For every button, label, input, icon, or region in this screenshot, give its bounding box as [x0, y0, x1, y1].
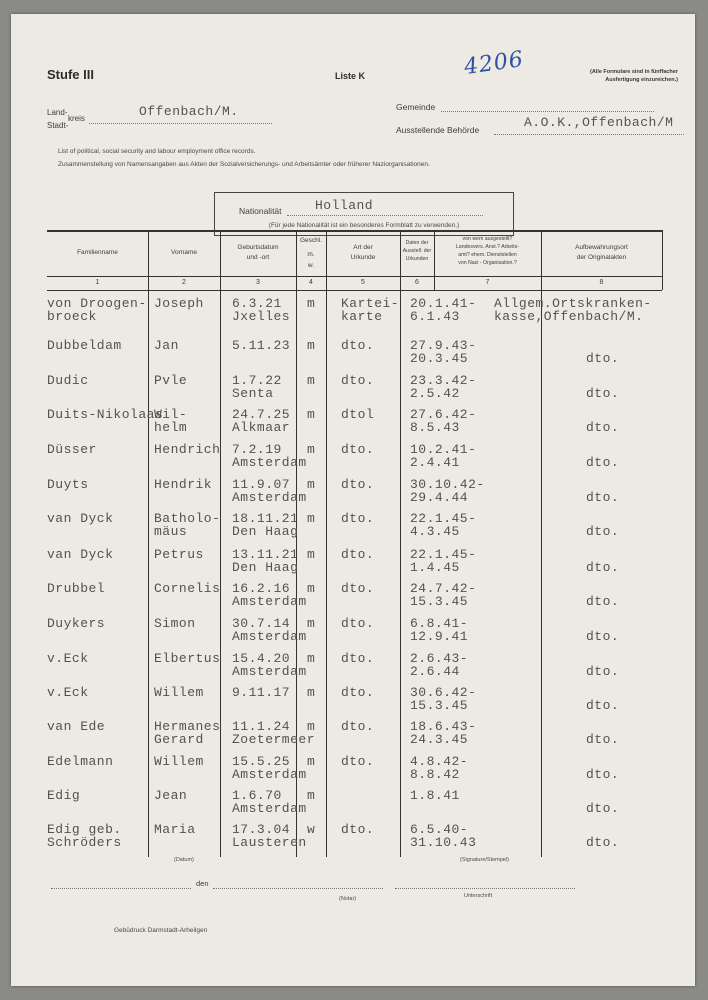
row-11-birth: 15.4.20 — [232, 651, 291, 666]
row-9-first: Cornelis — [154, 581, 221, 596]
row-14-date1: 4.8.42- — [410, 754, 469, 769]
row-16-date1: 6.5.40- — [410, 822, 469, 837]
row-12-first: Willem — [154, 685, 204, 700]
row-4-loc: dto. — [586, 420, 620, 435]
row-12-date2: 15.3.45 — [410, 698, 469, 713]
row-9-doc: dto. — [341, 581, 375, 596]
row-5-birth: 7.2.19 — [232, 442, 282, 457]
row-9-sex: m — [307, 581, 316, 596]
col-header-issuer-l4: von Nazi - Organisation.? — [458, 260, 517, 266]
nationality-value: Holland — [315, 198, 374, 213]
row-10-date2: 12.9.41 — [410, 629, 469, 644]
date-caption: (Datum) — [174, 857, 194, 863]
behoerde-value: A.O.K.,Offenbach/M — [524, 115, 674, 130]
row-4-date2: 8.5.43 — [410, 420, 460, 435]
col-header-firstname: Vorname — [170, 249, 198, 256]
row-1-issuer2: kasse,Offenbach/M. — [494, 309, 644, 324]
row-7-place: Den Haag — [232, 524, 299, 539]
row-7-loc: dto. — [586, 524, 620, 539]
row-16-surname2: Schröders — [47, 835, 122, 850]
row-5-doc: dto. — [341, 442, 375, 457]
row-7-birth: 18.11.21 — [232, 511, 299, 526]
col-num-7: 7 — [485, 279, 490, 286]
handwritten-number: 4206 — [462, 46, 526, 81]
row-1-first: Joseph — [154, 296, 204, 311]
row-8-doc: dto. — [341, 547, 375, 562]
row-1-date2: 6.1.43 — [410, 309, 460, 324]
row-14-sex: m — [307, 754, 316, 769]
col-num-5: 5 — [361, 279, 365, 286]
row-14-loc: dto. — [586, 767, 620, 782]
row-16-sex: w — [307, 822, 316, 837]
kreis-label: kreis — [68, 114, 85, 123]
row-15-surname: Edig — [47, 788, 81, 803]
row-9-birth: 16.2.16 — [232, 581, 291, 596]
list-title: Liste K — [335, 71, 366, 81]
row-10-doc: dto. — [341, 616, 375, 631]
row-6-sex: m — [307, 477, 316, 492]
row-3-loc: dto. — [586, 386, 620, 401]
row-15-date1: 1.8.41 — [410, 788, 460, 803]
row-15-birth: 1.6.70 — [232, 788, 282, 803]
row-12-loc: dto. — [586, 698, 620, 713]
row-16-date2: 31.10.43 — [410, 835, 477, 850]
signature-caption: (Signature/Stempel) — [460, 857, 509, 863]
row-6-surname: Duyts — [47, 477, 89, 492]
row-6-place: Amsterdam — [232, 490, 307, 505]
row-5-sex: m — [307, 442, 316, 457]
row-8-loc: dto. — [586, 560, 620, 575]
row-2-sex: m — [307, 338, 316, 353]
row-5-first: Hendrich — [154, 442, 221, 457]
row-1-sex: m — [307, 296, 316, 311]
row-16-first: Maria — [154, 822, 196, 837]
row-11-date1: 2.6.43- — [410, 651, 469, 666]
row-7-date2: 4.3.45 — [410, 524, 460, 539]
col-header-sex-l2: m. — [307, 251, 315, 258]
col-header-dates-l2: Ausstell. der — [402, 248, 432, 254]
row-1-date1: 20.1.41- — [410, 296, 477, 311]
notary-caption: (Notar) — [339, 896, 357, 902]
row-1-surname: von Droogen- — [47, 296, 147, 311]
row-1-birth: 6.3.21 — [232, 296, 282, 311]
row-2-loc: dto. — [586, 351, 620, 366]
row-12-birth: 9.11.17 — [232, 685, 291, 700]
row-10-surname: Duykers — [47, 616, 106, 631]
col-header-doctype-l1: Art der — [353, 244, 373, 251]
row-14-doc: dto. — [341, 754, 375, 769]
row-2-first: Jan — [154, 338, 179, 353]
row-14-place: Amsterdam — [232, 767, 307, 782]
row-11-loc: dto. — [586, 664, 620, 679]
row-14-date2: 8.8.42 — [410, 767, 460, 782]
col-num-2: 2 — [182, 279, 186, 286]
row-10-first: Simon — [154, 616, 196, 631]
row-4-date1: 27.6.42- — [410, 407, 477, 422]
row-6-doc: dto. — [341, 477, 375, 492]
col-num-3: 3 — [256, 279, 260, 286]
row-6-date2: 29.4.44 — [410, 490, 469, 505]
row-2-doc: dto. — [341, 338, 375, 353]
row-7-doc: dto. — [341, 511, 375, 526]
row-3-first: Pvle — [154, 373, 188, 388]
row-11-date2: 2.6.44 — [410, 664, 460, 679]
row-12-date1: 30.6.42- — [410, 685, 477, 700]
row-13-first2: Gerard — [154, 732, 204, 747]
printer-imprint: Gebüdruck Darmstadt-Arheilgen — [114, 927, 208, 934]
row-2-date1: 27.9.43- — [410, 338, 477, 353]
document-page — [11, 14, 695, 986]
col-header-doctype-l2: Urkunde — [350, 254, 376, 261]
row-15-place: Amsterdam — [232, 801, 307, 816]
row-1-surname2: broeck — [47, 309, 97, 324]
row-4-doc: dtol — [341, 407, 375, 422]
nationality-note: (Für jede Nationalität ist ein besonderes Formblatt zu verwenden.) — [268, 222, 460, 229]
row-9-surname: Drubbel — [47, 581, 106, 596]
row-14-surname: Edelmann — [47, 754, 114, 769]
row-14-first: Willem — [154, 754, 204, 769]
nationality-label: Nationalität — [239, 206, 282, 216]
row-13-birth: 11.1.24 — [232, 719, 291, 734]
row-7-first: Batholo- — [154, 511, 221, 526]
behoerde-label: Ausstellende Behörde — [396, 125, 480, 135]
row-5-place: Amsterdam — [232, 455, 307, 470]
row-8-date2: 1.4.45 — [410, 560, 460, 575]
row-16-loc: dto. — [586, 835, 620, 850]
row-5-date2: 2.4.41 — [410, 455, 460, 470]
row-4-sex: m — [307, 407, 316, 422]
row-11-first: Elbertus — [154, 651, 221, 666]
row-2-date2: 20.3.45 — [410, 351, 469, 366]
row-6-birth: 11.9.07 — [232, 477, 291, 492]
row-2-birth: 5.11.23 — [232, 338, 291, 353]
row-11-doc: dto. — [341, 651, 375, 666]
stage-title: Stufe III — [47, 67, 94, 82]
col-header-sex-l3: w. — [307, 262, 315, 269]
col-header-issuer-l3: amt? ehem. Dienststellen — [458, 252, 517, 258]
col-num-8: 8 — [599, 279, 604, 286]
col-num-4: 4 — [309, 279, 313, 286]
col-header-dates-l3: Urkunden — [405, 256, 429, 262]
row-11-sex: m — [307, 651, 316, 666]
col-header-sex-l1: Geschl. — [299, 237, 323, 244]
row-15-first: Jean — [154, 788, 188, 803]
row-1-place: Jxelles — [232, 309, 291, 324]
row-8-sex: m — [307, 547, 316, 562]
row-15-sex: m — [307, 788, 316, 803]
row-16-doc: dto. — [341, 822, 375, 837]
row-3-doc: dto. — [341, 373, 375, 388]
row-7-sex: m — [307, 511, 316, 526]
row-14-birth: 15.5.25 — [232, 754, 291, 769]
row-16-birth: 17.3.04 — [232, 822, 291, 837]
row-3-birth: 1.7.22 — [232, 373, 282, 388]
copies-note-line2: Ausfertigung einzureichen.) — [605, 77, 678, 83]
row-1-doc2: karte — [341, 309, 383, 324]
land-value: Offenbach/M. — [139, 104, 239, 119]
row-10-loc: dto. — [586, 629, 620, 644]
col-header-archive-l1: Aufbewahrungsort — [575, 244, 628, 251]
row-8-birth: 13.11.21 — [232, 547, 299, 562]
row-3-date1: 23.3.42- — [410, 373, 477, 388]
row-8-place: Den Haag — [232, 560, 299, 575]
row-4-first2: helm — [154, 420, 188, 435]
row-6-first: Hendrik — [154, 477, 213, 492]
row-4-birth: 24.7.25 — [232, 407, 291, 422]
row-13-doc: dto. — [341, 719, 375, 734]
row-5-date1: 10.2.41- — [410, 442, 477, 457]
row-10-birth: 30.7.14 — [232, 616, 291, 631]
col-header-archive-l2: der Originalakten — [576, 254, 627, 261]
row-4-surname: Duits-Nikolaas — [47, 407, 164, 422]
row-10-date1: 6.8.41- — [410, 616, 469, 631]
row-15-loc: dto. — [586, 801, 620, 816]
row-13-surname: van Ede — [47, 719, 106, 734]
row-12-surname: v.Eck — [47, 685, 89, 700]
row-3-date2: 2.5.42 — [410, 386, 460, 401]
row-9-date1: 24.7.42- — [410, 581, 477, 596]
col-header-surname: Familienname — [77, 249, 118, 256]
row-3-place: Senta — [232, 386, 274, 401]
row-2-surname: Dubbeldam — [47, 338, 122, 353]
col-num-6: 6 — [415, 279, 419, 286]
row-16-place: Lausteren — [232, 835, 307, 850]
row-12-sex: m — [307, 685, 316, 700]
row-11-surname: v.Eck — [47, 651, 89, 666]
row-13-place: Zoetermeer — [232, 732, 316, 747]
row-5-loc: dto. — [586, 455, 620, 470]
row-6-loc: dto. — [586, 490, 620, 505]
row-9-loc: dto. — [586, 594, 620, 609]
row-4-place: Alkmaar — [232, 420, 291, 435]
gemeinde-label: Gemeinde — [396, 102, 436, 112]
row-5-surname: Düsser — [47, 442, 97, 457]
stadt-label: Stadt- — [47, 121, 69, 130]
row-10-place: Amsterdam — [232, 629, 307, 644]
row-7-surname: van Dyck — [47, 511, 114, 526]
row-9-place: Amsterdam — [232, 594, 307, 609]
row-12-doc: dto. — [341, 685, 375, 700]
row-3-sex: m — [307, 373, 316, 388]
row-13-sex: m — [307, 719, 316, 734]
row-6-date1: 30.10.42- — [410, 477, 485, 492]
row-9-date2: 15.3.45 — [410, 594, 469, 609]
row-13-loc: dto. — [586, 732, 620, 747]
row-10-sex: m — [307, 616, 316, 631]
land-label: Land- — [47, 108, 68, 117]
row-7-first2: mäus — [154, 524, 188, 539]
row-8-date1: 22.1.45- — [410, 547, 477, 562]
col-header-dates-l1: Daten der — [405, 240, 429, 246]
row-1-issuer: Allgem.Ortskranken- — [494, 296, 652, 311]
row-4-first: Wil- — [154, 407, 188, 422]
row-13-date1: 18.6.43- — [410, 719, 477, 734]
row-1-doc: Kartei- — [341, 296, 400, 311]
row-8-first: Petrus — [154, 547, 204, 562]
den-label: den — [196, 879, 209, 888]
description-english: List of political, social security and labour employment office records. — [58, 148, 256, 155]
col-header-issuer-l1: von wem ausgestellt? — [462, 236, 513, 242]
row-16-surname: Edig geb. — [47, 822, 122, 837]
col-num-1: 1 — [95, 279, 100, 286]
underschrift-caption: Unterschrift — [464, 893, 493, 899]
description-german: Zusammenstellung von Namensangaben aus Akten der Sozialversicherungs- und Arbeitsämter oder früherer Naziorganisationen. — [58, 161, 430, 168]
copies-note-line1: (Alle Formulare sind in fünffacher — [589, 69, 678, 75]
col-header-birth-l1: Geburtsdatum — [237, 244, 279, 251]
row-13-date2: 24.3.45 — [410, 732, 469, 747]
row-8-surname: van Dyck — [47, 547, 114, 562]
row-11-place: Amsterdam — [232, 664, 307, 679]
row-7-date1: 22.1.45- — [410, 511, 477, 526]
row-13-first: Hermanes — [154, 719, 221, 734]
col-header-issuer-l2: Landesvers. Anst.? Arbeits- — [455, 244, 520, 250]
row-3-surname: Dudic — [47, 373, 89, 388]
col-header-birth-l2: und -ort — [246, 254, 270, 261]
